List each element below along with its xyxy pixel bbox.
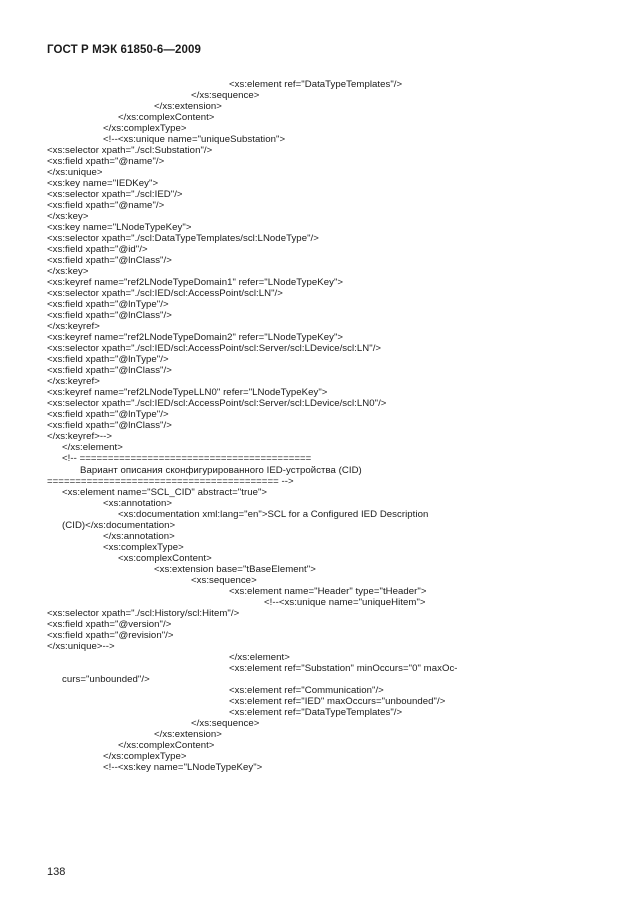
- code-line: <!--<xs:unique name="uniqueSubstation">: [103, 134, 286, 145]
- code-line: <xs:complexType>: [103, 542, 184, 553]
- code-line: </xs:unique>-->: [47, 641, 115, 652]
- code-line: <xs:key name="LNodeTypeKey">: [47, 222, 192, 233]
- code-line: </xs:keyref>: [47, 376, 100, 387]
- code-line: <xs:element ref="IED" maxOccurs="unbounded"/>: [229, 696, 446, 707]
- code-line: </xs:annotation>: [103, 531, 175, 542]
- code-line: <xs:selector xpath="./scl:IED"/>: [47, 189, 183, 200]
- code-line: </xs:unique>: [47, 167, 103, 178]
- code-line: <xs:key name="IEDKey">: [47, 178, 159, 189]
- code-line: <xs:field xpath="@lnType"/>: [47, 354, 169, 365]
- code-line: <xs:selector xpath="./scl:IED/scl:AccessPoint/scl:LN"/>: [47, 288, 283, 299]
- code-line: <xs:field xpath="@lnClass"/>: [47, 365, 172, 376]
- code-line: </xs:key>: [47, 211, 89, 222]
- document-header: ГОСТ Р МЭК 61850-6—2009: [47, 44, 201, 56]
- code-line: <xs:documentation xml:lang="en">SCL for a Configured IED Description: [118, 509, 429, 520]
- code-line: </xs:sequence>: [191, 718, 260, 729]
- code-line: <xs:selector xpath="./scl:IED/scl:AccessPoint/scl:Server/scl:LDevice/scl:LN"/>: [47, 343, 382, 354]
- code-line: (CID)</xs:documentation>: [62, 520, 176, 531]
- code-line: <xs:field xpath="@id"/>: [47, 244, 148, 255]
- code-line: </xs:complexContent>: [118, 740, 215, 751]
- code-line: </xs:keyref>-->: [47, 431, 112, 442]
- code-line: </xs:key>: [47, 266, 89, 277]
- code-line: </xs:complexType>: [103, 751, 187, 762]
- code-line: <xs:field xpath="@lnClass"/>: [47, 420, 172, 431]
- code-line: </xs:complexType>: [103, 123, 187, 134]
- code-line: </xs:extension>: [154, 729, 222, 740]
- code-line: </xs:element>: [229, 652, 290, 663]
- code-line: <xs:annotation>: [103, 498, 173, 509]
- code-line: <xs:field xpath="@lnClass"/>: [47, 310, 172, 321]
- code-line: </xs:element>: [62, 442, 123, 453]
- code-line: <xs:keyref name="ref2LNodeTypeLLN0" refer="LNodeTypeKey">: [47, 387, 328, 398]
- code-line: <xs:complexContent>: [118, 553, 212, 564]
- code-line: <xs:field xpath="@version"/>: [47, 619, 172, 630]
- code-line: <xs:element ref="DataTypeTemplates"/>: [229, 707, 403, 718]
- code-line: <xs:field xpath="@lnType"/>: [47, 299, 169, 310]
- code-line: ========================================= -->: [47, 476, 294, 487]
- code-line: <xs:element ref="Communication"/>: [229, 685, 384, 696]
- code-line: <!--<xs:key name="LNodeTypeKey">: [103, 762, 263, 773]
- page-number: 138: [47, 866, 66, 878]
- code-line: <xs:selector xpath="./scl:DataTypeTemplates/scl:LNodeType"/>: [47, 233, 319, 244]
- code-line: <xs:element ref="DataTypeTemplates"/>: [229, 79, 403, 90]
- code-line: <xs:field xpath="@revision"/>: [47, 630, 174, 641]
- code-line: <xs:keyref name="ref2LNodeTypeDomain1" refer="LNodeTypeKey">: [47, 277, 344, 288]
- code-line: <xs:element name="SCL_CID" abstract="true">: [62, 487, 268, 498]
- code-line: </xs:keyref>: [47, 321, 100, 332]
- code-line: <xs:element ref="Substation" minOccurs="0" maxOc-: [229, 663, 458, 674]
- code-line: </xs:extension>: [154, 101, 222, 112]
- code-line: <xs:field xpath="@name"/>: [47, 156, 165, 167]
- code-line: </xs:sequence>: [191, 90, 260, 101]
- code-line: Вариант описания сконфигурированного IED-устройства (CID): [80, 465, 362, 476]
- code-line: <xs:field xpath="@name"/>: [47, 200, 165, 211]
- code-line: </xs:complexContent>: [118, 112, 215, 123]
- code-line: <!--<xs:unique name="uniqueHitem">: [264, 597, 426, 608]
- code-line: <!-- =========================================: [62, 453, 312, 464]
- code-line: <xs:selector xpath="./scl:Substation"/>: [47, 145, 213, 156]
- code-line: curs="unbounded"/>: [62, 674, 150, 685]
- code-line: <xs:extension base="tBaseElement">: [154, 564, 316, 575]
- code-line: <xs:selector xpath="./scl:History/scl:Hitem"/>: [47, 608, 240, 619]
- code-line: <xs:selector xpath="./scl:IED/scl:AccessPoint/scl:Server/scl:LDevice/scl:LN0"/>: [47, 398, 387, 409]
- code-line: <xs:field xpath="@lnType"/>: [47, 409, 169, 420]
- code-line: <xs:keyref name="ref2LNodeTypeDomain2" refer="LNodeTypeKey">: [47, 332, 344, 343]
- code-line: <xs:element name="Header" type="tHeader">: [229, 586, 427, 597]
- code-line: <xs:field xpath="@lnClass"/>: [47, 255, 172, 266]
- code-line: <xs:sequence>: [191, 575, 257, 586]
